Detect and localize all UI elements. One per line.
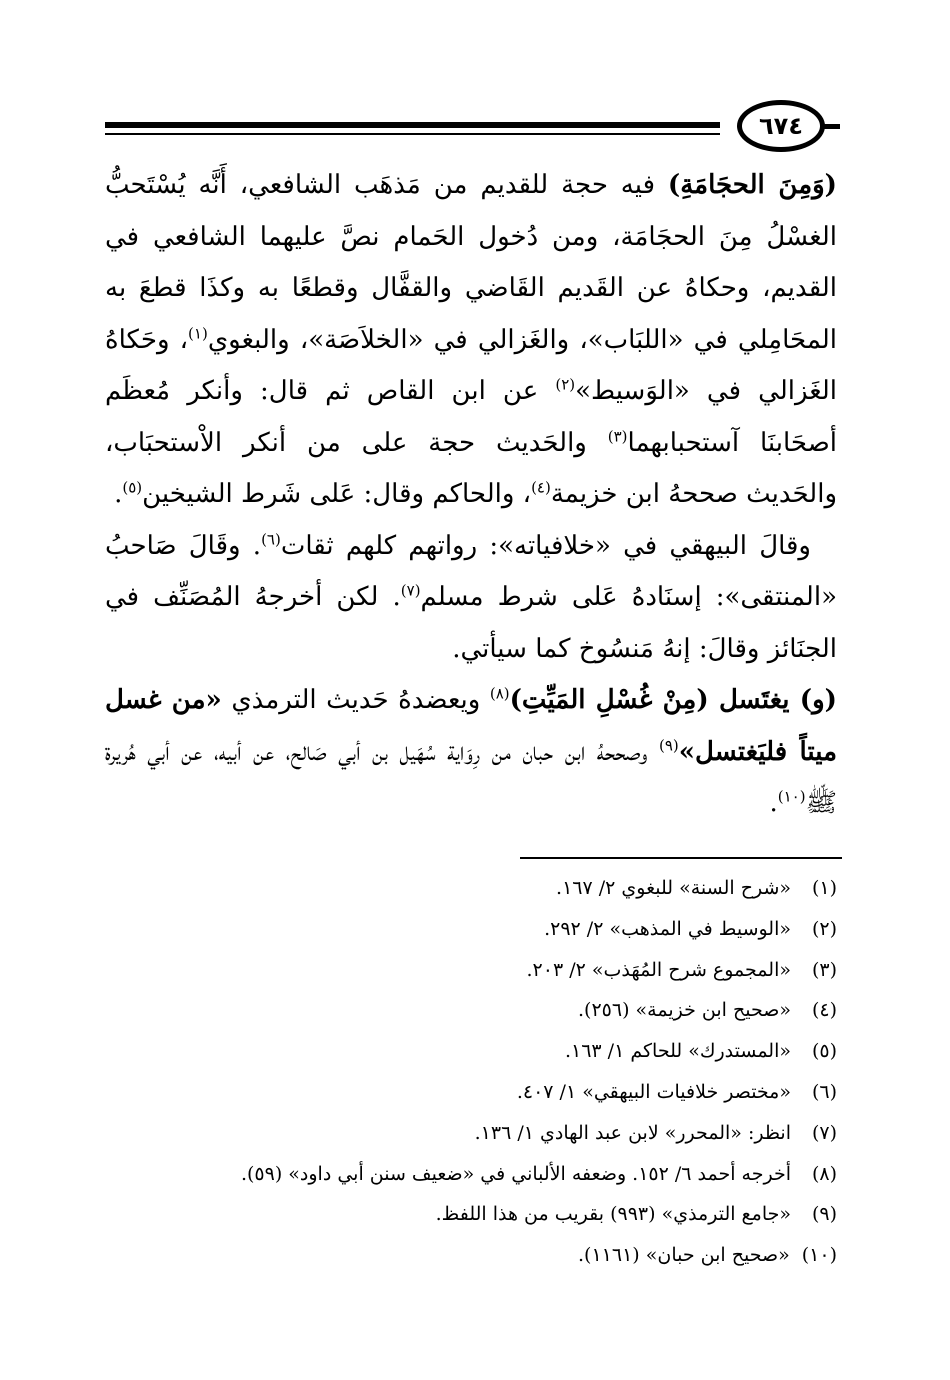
text-run: . (114, 479, 123, 509)
paragraph-bayhaqi (105, 521, 837, 676)
footnote-text: «الوسيط في المذهب» ٢/ ٢٩٢. (544, 917, 791, 940)
footnote-number: (٢) (811, 917, 837, 940)
text-run: عن ابن القاص ثم قال: وأنكر مُعظَم أصحَابنَا آستحبابهما (105, 376, 837, 458)
footnote-item (137, 1113, 837, 1154)
footnote-reference: (١) (188, 323, 208, 342)
footnote-number: (٣) (811, 958, 837, 981)
footnote-text: «المستدرك» للحاكم ١/ ١٦٣. (564, 1040, 791, 1063)
header-rule-thick (105, 122, 720, 128)
paragraph-ghusl-mayyit (105, 675, 837, 830)
text-run: وقالَ البيهقي في «خلافياته»: رواتهم كلهم ثقات (280, 530, 811, 561)
footnote-item (137, 1194, 837, 1235)
paragraph-hijama (105, 160, 837, 521)
footnote-number: (٥) (811, 1040, 837, 1063)
footnote-item (137, 1235, 837, 1276)
footnote-number: (٨) (811, 1162, 837, 1185)
emphasized-text: (و) يغتَسل (708, 685, 837, 715)
footnote-reference: (٤) (531, 478, 551, 497)
main-body-text (105, 160, 837, 830)
footnote-number: (٧) (811, 1121, 837, 1144)
footnote-item (137, 990, 837, 1031)
footnote-number: (٤) (811, 999, 837, 1022)
emphasized-text: (مِنْ غُسْلِ المَيِّتِ) (509, 685, 709, 715)
footnote-number: (١) (811, 877, 837, 899)
footnote-text: «جامع الترمذي» (٩٩٣) بقريب من هذا اللفظ. (435, 1203, 791, 1226)
footnote-item (137, 1154, 837, 1195)
text-run: والحَديث حجة على من أنكر الاْستحبَاب، والحَديث صححهُ ابن خزيمة (105, 427, 837, 509)
text-run: . لكن أخرجهُ المُصَنِّف في الجنَائز وقالَ: إنهُ مَنسُوخ كما سيأتي. (105, 582, 837, 664)
footnote-reference: (٢) (555, 375, 576, 394)
footnote-item (137, 868, 837, 909)
footnote-reference: (١٠) (777, 787, 806, 806)
footnote-reference: (٣) (607, 426, 628, 445)
footnote-text: «شرح السنة» للبغوي ٢/ ١٦٧. (556, 877, 791, 899)
footnote-text: «صحيح ابن خزيمة» (٢٥٦). (578, 999, 791, 1022)
footnote-item (137, 1031, 837, 1072)
text-run: فيه حجة للقديم من مَذهَب الشافعي، أَنَّه يُسْتَحبُّ الغسْلُ مِنَ الحجَامَة، ومن دُخول الحَمام نصَّ عليهما الشافعي في القديم، وحكاهُ عن القَديم القَاضي والقفَّال وقطعًا به وكذَا قطعَ به المحَامِلي في «اللبَاب»، والغَزالي في «الخلاَصَة»، والبغوي (105, 170, 837, 355)
footnote-reference: (٨) (489, 684, 510, 703)
footnote-text: «مختصر خلافيات البيهقي» ١/ ٤٠٧. (516, 1080, 791, 1103)
footnote-item (137, 909, 837, 950)
footnote-text: أخرجه أحمد ٦/ ١٥٢. وضعفه الألباني في «ضعيف سنن أبي داود» (٥٩). (240, 1162, 791, 1185)
footnote-text: انظر: «المحرر» لابن عبد الهادي ١/ ١٣٦. (474, 1121, 791, 1144)
footnote-separator (520, 857, 842, 859)
text-run: ، والحاكم وقال: عَلى شَرط الشيخين (142, 479, 532, 509)
footnote-number: (٩) (811, 1203, 837, 1226)
page-number: ٦٧٤ (737, 100, 825, 152)
footnote-number: (١٠) (801, 1244, 837, 1267)
footnote-reference: (٥) (122, 478, 143, 497)
emphasized-text: «من غسل ميتاً فليَغتسل» (105, 685, 838, 767)
footnote-reference: (٩) (659, 735, 679, 754)
footnote-item (137, 1072, 837, 1113)
text-run: . (769, 788, 778, 818)
footnote-reference: (٧) (400, 581, 421, 600)
footnote-text: «المجموع شرح المُهَذب» ٢/ ٢٠٣. (526, 958, 791, 981)
emphasized-text: (وَمِنَ الحجَامَةِ) (667, 170, 837, 200)
footnote-reference: (٦) (261, 529, 281, 548)
header-rule-thin (105, 133, 720, 135)
footnote-item (137, 950, 837, 991)
page-header (105, 100, 840, 160)
text-run: وصححهُ ابن حبان من رِوَاية سُهَيل بن أبي صَالح، عن أبيه، عن أبي هُريرة ﷺ (105, 736, 837, 818)
text-run: ويعضدهُ حَديث الترمذي (221, 685, 490, 715)
text-run: . وقَالَ صَاحبُ «المنتقى»: إسنَادهُ عَلى شرط مسلم (105, 530, 837, 612)
footnote-number: (٦) (811, 1080, 837, 1103)
footnote-text: «صحيح ابن حبان» (١١٦١). (578, 1244, 790, 1267)
footnotes-list (137, 868, 837, 1276)
text-run: ، وحَكاهُ الغَزالي في «الوَسيط» (105, 324, 837, 406)
